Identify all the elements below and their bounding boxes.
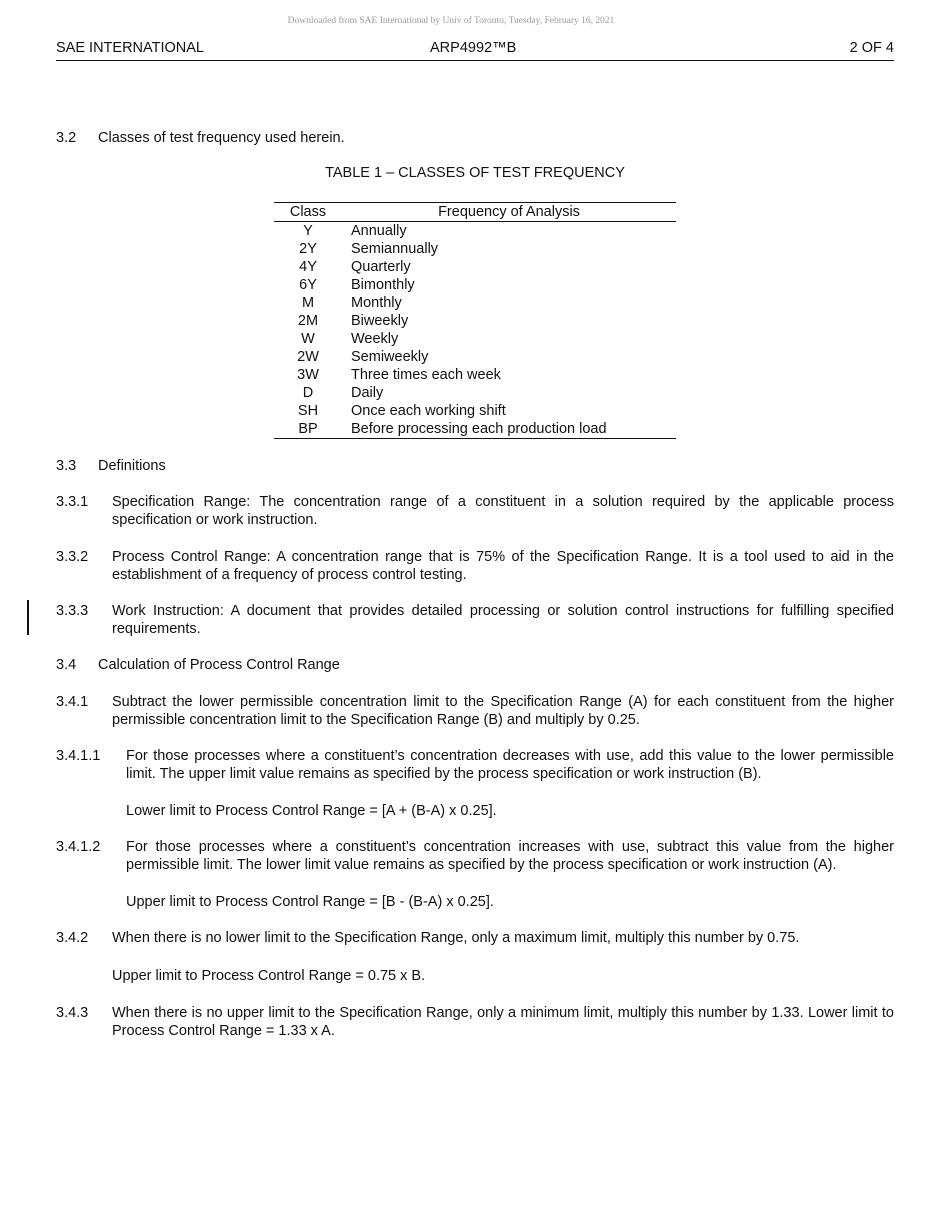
class-code-cell: 4Y <box>299 259 317 275</box>
class-code-cell: 2Y <box>299 241 317 257</box>
section-number: 3.3.1 <box>56 494 89 510</box>
section-3-3 <box>56 457 894 475</box>
section-3-4-3 <box>56 1004 894 1040</box>
section-3-3-2 <box>56 548 894 584</box>
section-3-3-1 <box>56 493 894 529</box>
table-row <box>274 276 676 294</box>
section-text: Specification Range: The concentration range of a constituent in a solution required by the applicable process specification or work instruction. <box>112 494 894 528</box>
section-text: For those processes where a constituent’s concentration decreases with use, add this value to the lower permissible limit. The upper limit value remains as specified by the process specification or work instruction (B). <box>126 748 894 782</box>
table-row <box>274 366 676 384</box>
table-row <box>274 294 676 312</box>
column-header-class: Class <box>289 204 327 220</box>
table-row <box>274 240 676 258</box>
table-row <box>274 420 676 439</box>
section-heading: Calculation of Process Control Range <box>98 657 340 673</box>
class-code-cell: SH <box>297 403 319 419</box>
frequency-cell: Quarterly <box>351 259 411 275</box>
class-code-cell: BP <box>298 421 318 437</box>
formula-upper-limit <box>56 893 894 911</box>
table-header-row <box>274 203 676 222</box>
section-3-2 <box>56 129 894 147</box>
section-number: 3.4.1 <box>56 694 89 710</box>
section-3-4-1-1 <box>56 747 894 783</box>
frequency-table <box>274 202 676 439</box>
section-number: 3.4.3 <box>56 1005 89 1021</box>
table-row <box>274 402 676 420</box>
frequency-cell: Before processing each production load <box>351 421 607 437</box>
page-header <box>56 38 894 61</box>
table-row <box>274 312 676 330</box>
frequency-cell: Biweekly <box>351 313 409 329</box>
frequency-cell: Bimonthly <box>351 277 415 293</box>
frequency-cell: Semiannually <box>351 241 439 257</box>
table-title: TABLE 1 – CLASSES OF TEST FREQUENCY <box>325 165 625 181</box>
table-row <box>274 384 676 402</box>
class-code-cell: Y <box>303 223 313 239</box>
header-page-number: 2 OF 4 <box>849 40 894 56</box>
section-number: 3.3 <box>56 458 77 474</box>
table-row <box>274 330 676 348</box>
section-number: 3.4.1.1 <box>56 748 101 764</box>
revision-change-bar <box>27 600 29 635</box>
section-number: 3.3.2 <box>56 549 89 565</box>
frequency-cell: Semiweekly <box>351 349 429 365</box>
section-text: When there is no upper limit to the Specification Range, only a minimum limit, multiply this number by 1.33. Lower limit to Process Control Range = 1.33 x A. <box>112 1005 894 1039</box>
section-3-3-3 <box>56 602 894 638</box>
section-text: Process Control Range: A concentration range that is 75% of the Specification Range. It is a tool used to aid in the establishment of a frequency of process control testing. <box>112 549 894 583</box>
class-code-cell: 2W <box>297 349 319 365</box>
frequency-cell: Once each working shift <box>351 403 506 419</box>
class-code-cell: 3W <box>297 367 319 383</box>
section-3-4-1 <box>56 693 894 729</box>
download-watermark: Downloaded from SAE International by Univ of Toronto, Tuesday, February 16, 2021 <box>287 16 615 26</box>
formula-upper-limit-max <box>56 967 894 985</box>
section-number: 3.3.3 <box>56 603 89 619</box>
formula-text: Upper limit to Process Control Range = [B - (B-A) x 0.25]. <box>126 894 494 910</box>
header-publisher: SAE INTERNATIONAL <box>56 40 204 56</box>
formula-text: Lower limit to Process Control Range = [A + (B-A) x 0.25]. <box>126 803 497 819</box>
section-3-4-1-2 <box>56 838 894 874</box>
frequency-cell: Daily <box>351 385 384 401</box>
section-3-4-2 <box>56 929 894 947</box>
class-code-cell: 6Y <box>299 277 317 293</box>
section-number: 3.2 <box>56 130 77 146</box>
frequency-cell: Annually <box>351 223 407 239</box>
section-number: 3.4 <box>56 657 77 673</box>
frequency-cell: Weekly <box>351 331 399 347</box>
formula-lower-limit <box>56 802 894 820</box>
formula-text: Upper limit to Process Control Range = 0.75 x B. <box>112 968 426 984</box>
section-number: 3.4.2 <box>56 930 89 946</box>
class-code-cell: M <box>301 295 315 311</box>
section-text: For those processes where a constituent’s concentration increases with use, subtract this value from the higher permissible limit. The lower limit value remains as specified by the process specification or work instruction (A). <box>126 839 894 873</box>
section-text: When there is no lower limit to the Specification Range, only a maximum limit, multiply this number by 0.75. <box>112 930 800 946</box>
table-row <box>274 222 676 241</box>
class-code-cell: 2M <box>297 313 319 329</box>
section-number: 3.4.1.2 <box>56 839 101 855</box>
class-code-cell: W <box>301 331 315 347</box>
class-code-cell: D <box>302 385 314 401</box>
section-heading: Definitions <box>98 458 166 474</box>
section-text: Subtract the lower permissible concentration limit to the Specification Range (A) for each constituent from the higher permissible concentration limit to the Specification Range (B) and multiply by 0.25. <box>112 694 894 728</box>
table-row <box>274 258 676 276</box>
frequency-cell: Monthly <box>351 295 402 311</box>
column-header-frequency: Frequency of Analysis <box>438 204 580 220</box>
section-3-4 <box>56 656 894 674</box>
section-text: Work Instruction: A document that provides detailed processing or solution control instructions for fulfilling specified requirements. <box>112 603 894 637</box>
section-heading: Classes of test frequency used herein. <box>98 130 345 146</box>
header-document-id: ARP4992™B <box>430 40 517 56</box>
frequency-cell: Three times each week <box>351 367 501 383</box>
table-row <box>274 348 676 366</box>
